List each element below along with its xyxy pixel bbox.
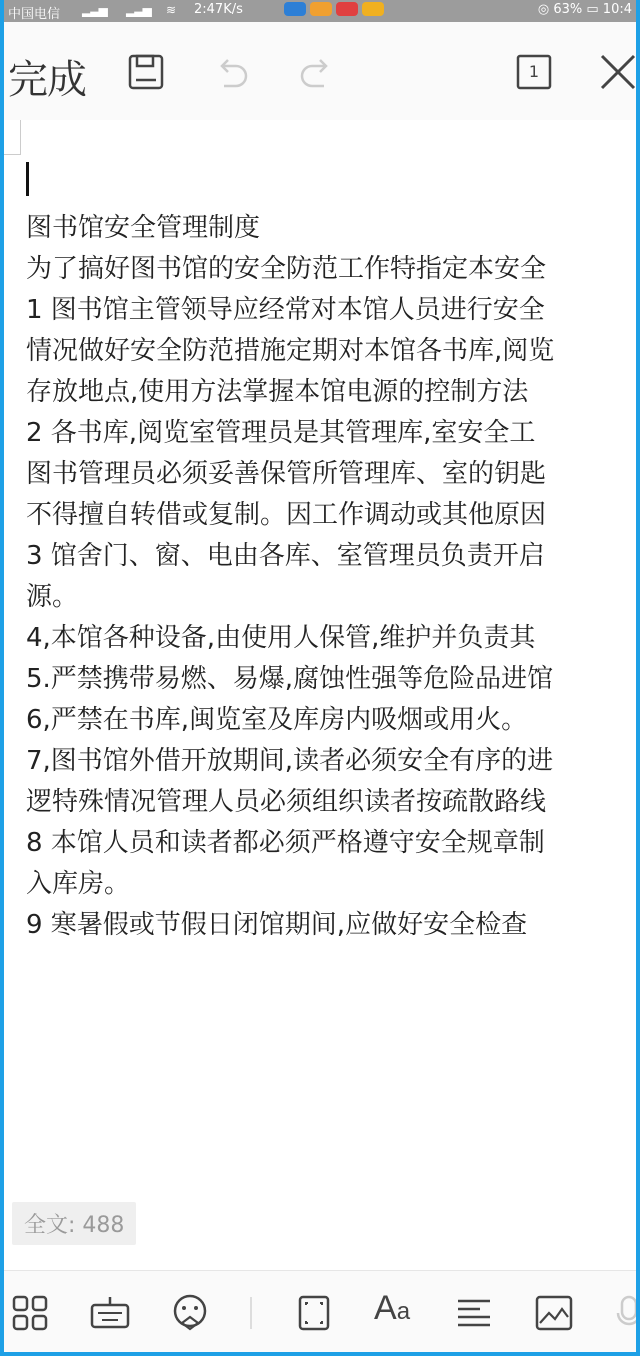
toolbar-divider <box>250 1297 252 1329</box>
editor-toolbar <box>4 22 636 120</box>
wifi-icon: ≋ <box>166 3 176 17</box>
bottom-toolbar <box>4 1270 636 1352</box>
word-count-badge: 全文: 488 <box>12 1202 136 1245</box>
document-line: 1 图书馆主管领导应经常对本馆人员进行安全 <box>26 295 545 325</box>
save-icon[interactable] <box>126 52 166 96</box>
notification-icons <box>284 2 384 16</box>
image-icon[interactable] <box>534 1293 574 1337</box>
carrier-name: 中国电信 <box>8 7 61 22</box>
redo-icon[interactable] <box>296 52 336 96</box>
document-line: 不得擅自转借或复制。因工作调动或其他原因 <box>26 500 547 530</box>
signal-icon-2: ▂▃▅ <box>126 3 151 17</box>
fullscreen-icon[interactable] <box>294 1293 334 1337</box>
status-bar <box>4 0 636 22</box>
document-line: 源。 <box>26 582 79 612</box>
document-editor[interactable] <box>4 120 636 1270</box>
signal-icon: ▂▃▅ <box>82 3 107 17</box>
document-line: 5.严禁携带易燃、易爆,腐蚀性强等危险品进馆 <box>26 664 554 694</box>
document-line: 入库房。 <box>26 869 131 899</box>
undo-icon[interactable] <box>212 52 252 96</box>
text-caret <box>26 162 29 196</box>
done-button[interactable]: 完成 <box>8 57 86 103</box>
document-line: 情况做好安全防范措施定期对本馆各书库,阅览 <box>26 336 555 366</box>
keyboard-icon[interactable] <box>90 1293 130 1337</box>
document-line: 2 各书库,阅览室管理员是其管理库,室安全工 <box>26 418 536 448</box>
close-icon[interactable] <box>598 50 636 98</box>
document-line: 6,严禁在书库,闽览室及库房内吸烟或用火。 <box>26 705 528 735</box>
align-icon[interactable] <box>454 1293 494 1337</box>
document-text[interactable] <box>26 208 636 946</box>
app-notification-icon <box>336 2 358 16</box>
document-line: 图书管理员必须妥善保管所管理库、室的钥匙 <box>26 459 547 489</box>
app-notification-icon <box>362 2 384 16</box>
apps-grid-icon[interactable] <box>10 1293 50 1337</box>
app-notification-icon <box>284 2 306 16</box>
document-line: 4,本馆各种设备,由使用人保管,维护并负责其 <box>26 623 536 653</box>
document-line: 3 馆舍门、窗、电由各库、室管理员负责开启 <box>26 541 545 571</box>
document-line: 图书馆安全管理制度 <box>26 213 261 243</box>
page-count-icon[interactable] <box>514 52 554 96</box>
network-speed: 2:47K/s <box>194 2 243 17</box>
microphone-icon[interactable] <box>614 1293 636 1337</box>
cursor-handle[interactable] <box>4 120 21 155</box>
app-screen <box>4 0 636 1352</box>
document-line: 逻特殊情况管理人员必须组织读者按疏散路线 <box>26 787 547 817</box>
emoji-icon[interactable] <box>170 1293 210 1337</box>
app-notification-icon <box>310 2 332 16</box>
document-line: 7,图书馆外借开放期间,读者必须安全有序的进 <box>26 746 554 776</box>
document-line: 为了搞好图书馆的安全防范工作特指定本安全 <box>26 254 547 284</box>
battery-and-clock: ◎ 63% ▭ 10:4 <box>537 2 632 17</box>
page-count-number: 1 <box>528 62 540 81</box>
document-line: 存放地点,使用方法掌握本馆电源的控制方法 <box>26 377 529 407</box>
document-line: 9 寒暑假或节假日闭馆期间,应做好安全检查 <box>26 910 528 940</box>
document-line: 8 本馆人员和读者都必须严格遵守安全规章制 <box>26 828 545 858</box>
font-icon[interactable]: Aa <box>374 1289 411 1327</box>
